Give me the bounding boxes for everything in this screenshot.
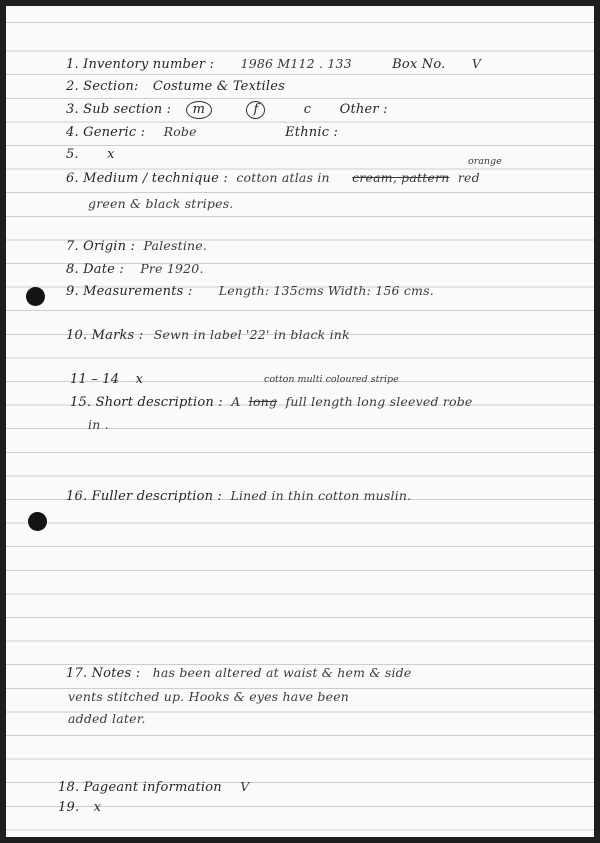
field-9 — [66, 283, 434, 299]
field-3-label: 3. Sub section : — [66, 102, 172, 117]
field-10 — [66, 327, 350, 343]
field-11-14 — [70, 372, 143, 387]
field-8-value: Pre 1920. — [140, 261, 204, 276]
field-11-14-value: x — [135, 372, 144, 387]
field-6-inserted: orange — [468, 156, 502, 167]
field-15-line-2: in . — [88, 417, 109, 432]
field-1-label: 1. Inventory number : — [66, 57, 215, 72]
field-15-label: 15. Short description : — [70, 395, 223, 410]
field-7-label: 7. Origin : — [66, 239, 136, 254]
field-2 — [66, 79, 285, 94]
field-5-value: x — [107, 147, 115, 162]
field-18 — [58, 779, 249, 795]
punch-hole-top — [26, 287, 45, 306]
field-1-extra-label: Box No. — [392, 57, 446, 72]
field-2-value: Costume & Textiles — [152, 79, 286, 94]
field-5-label: 5. — [66, 147, 79, 162]
field-4-ethnic: Ethnic : — [285, 125, 339, 140]
field-17 — [66, 665, 411, 681]
field-15-struck: long — [248, 394, 278, 409]
field-15-value-pre: A — [231, 394, 241, 409]
field-16-value: Lined in thin cotton muslin. — [230, 488, 412, 503]
field-6-label: 6. Medium / technique : — [66, 171, 228, 186]
field-17-line-3: added later. — [68, 711, 146, 726]
field-18-value: V — [240, 779, 250, 794]
field-4 — [66, 124, 338, 140]
field-15-value: full length long sleeved robe — [285, 394, 473, 409]
field-10-value: Sewn in label '22' in black ink — [153, 327, 350, 342]
field-6-value-end: red — [457, 170, 480, 185]
field-6-value: cotton atlas in — [236, 170, 330, 185]
field-3-option-c: c — [303, 102, 312, 117]
form-sheet — [6, 6, 594, 837]
field-19 — [58, 800, 101, 815]
field-3-option-m: m — [186, 101, 213, 119]
field-8 — [66, 261, 204, 277]
field-1 — [66, 56, 481, 72]
field-7 — [66, 238, 207, 254]
field-9-label: 9. Measurements : — [66, 284, 193, 299]
field-4-value: Robe — [163, 124, 197, 139]
field-3 — [66, 101, 388, 119]
field-7-value: Palestine. — [143, 238, 208, 253]
field-1-value: 1986 M112 . 133 — [240, 56, 352, 71]
field-15-inserted: cotton multi coloured stripe — [264, 374, 399, 385]
field-2-label: 2. Section: — [66, 79, 139, 94]
field-3-option-f: f — [246, 101, 265, 119]
field-9-value: Length: 135cms Width: 156 cms. — [218, 283, 434, 298]
field-16-label: 16. Fuller description : — [66, 489, 223, 504]
field-6 — [66, 170, 480, 186]
field-11-14-label: 11 – 14 — [70, 372, 120, 387]
field-1-extra-value: V — [471, 56, 482, 71]
field-5 — [66, 147, 115, 162]
field-16 — [66, 488, 411, 504]
field-4-label: 4. Generic : — [66, 125, 146, 140]
field-19-label: 19. — [58, 800, 80, 815]
field-15 — [70, 394, 473, 410]
field-17-label: 17. Notes : — [66, 666, 141, 681]
field-17-line-2: vents stitched up. Hooks & eyes have been — [68, 689, 350, 704]
field-18-label: 18. Pageant information — [58, 780, 222, 795]
field-10-label: 10. Marks : — [66, 328, 144, 343]
field-17-value: has been altered at waist & hem & side — [152, 665, 412, 680]
punch-hole-bottom — [28, 512, 47, 531]
field-3-other: Other : — [339, 102, 388, 117]
field-8-label: 8. Date : — [66, 262, 124, 277]
field-6-line-2: green & black stripes. — [88, 196, 234, 211]
field-19-value: x — [93, 800, 102, 815]
field-6-struck: cream, pattern — [352, 170, 450, 185]
